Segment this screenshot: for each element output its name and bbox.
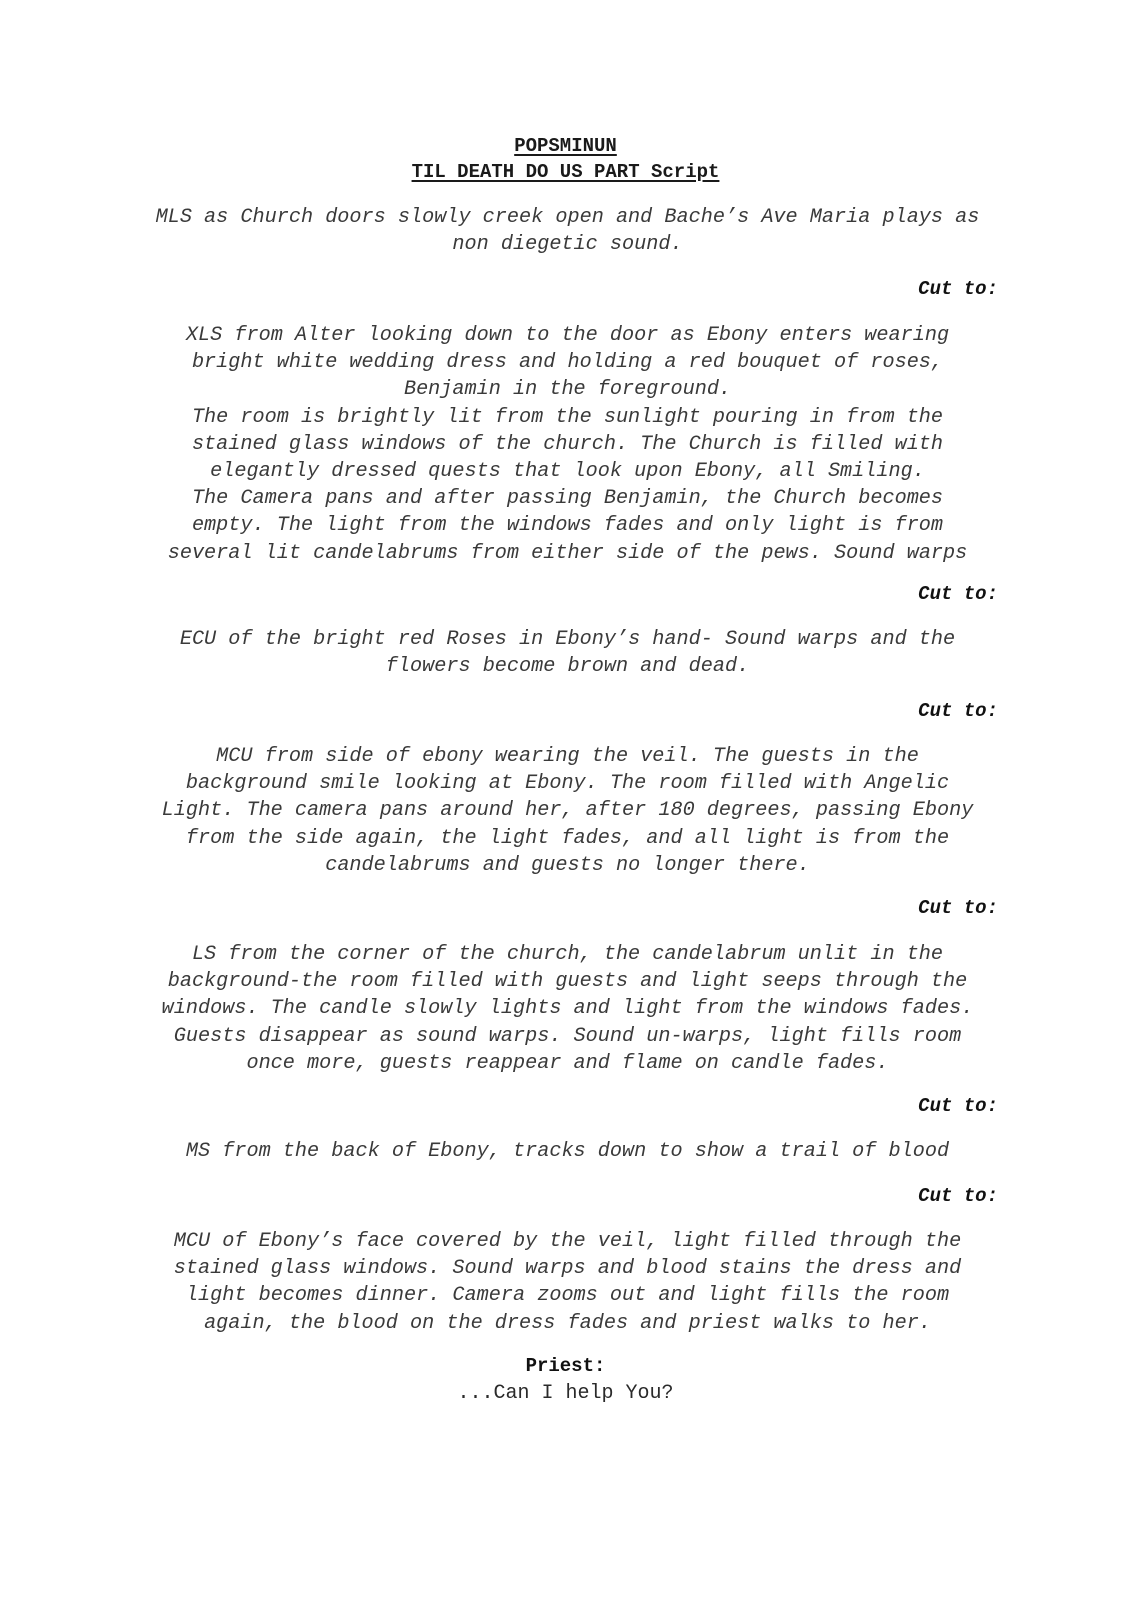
cut-to-label-1: Cut to: — [918, 278, 998, 300]
scene-line: non diegetic sound. — [452, 233, 683, 257]
scene-direction-2 — [140, 322, 995, 567]
cut-to-label-4: Cut to: — [918, 897, 998, 919]
scene-line: Benjamin in the foreground. — [403, 378, 732, 402]
scene-line: several lit candelabrums from either side of the pews. Sound warps — [167, 541, 968, 565]
cut-to-label-6: Cut to: — [918, 1185, 998, 1207]
scene-line: background smile looking at Ebony. The room filled with Angelic — [185, 772, 950, 796]
scene-direction-1 — [140, 204, 995, 258]
cut-to-label-2: Cut to: — [918, 583, 998, 605]
scene-line: MCU of Ebony’s face covered by the veil, light filled through the — [173, 1230, 962, 1253]
scene-direction-4 — [140, 743, 995, 879]
scene-line: empty. The light from the windows fades and only light is from — [191, 514, 944, 538]
scene-line: candelabrums and guests no longer there. — [325, 853, 810, 877]
scene-line: MCU from side of ebony wearing the veil. The guests in the — [216, 745, 919, 768]
scene-line: The room is brightly lit from the sunlight pouring in from the — [191, 405, 944, 429]
scene-line: MLS as Church doors slowly creek open and Bache’s Ave Maria plays as — [155, 206, 980, 229]
scene-line: MS from the back of Ebony, tracks down to show a trail of blood — [185, 1140, 950, 1163]
speaker-name: Priest: — [525, 1355, 606, 1377]
cut-to-label-3: Cut to: — [918, 700, 998, 722]
scene-line: The Camera pans and after passing Benjamin, the Church becomes — [191, 487, 944, 511]
scene-line: Light. The camera pans around her, after 180 degrees, passing Ebony — [161, 799, 974, 823]
scene-line: windows. The candle slowly lights and light from the windows fades. — [161, 997, 974, 1021]
scene-line: ECU of the bright red Roses in Ebony’s hand- Sound warps and the — [179, 628, 956, 651]
scene-line: background-the room filled with guests and light seeps through the — [167, 970, 968, 994]
scene-line: XLS from Alter looking down to the door as Ebony enters wearing — [185, 324, 950, 347]
scene-line: LS from the corner of the church, the candelabrum unlit in the — [191, 943, 944, 966]
scene-line: stained glass windows of the church. The Church is filled with — [191, 432, 944, 456]
scene-line: flowers become brown and dead. — [385, 655, 750, 679]
scene-line: light becomes dinner. Camera zooms out and light fills the room — [185, 1284, 950, 1308]
scene-line: stained glass windows. Sound warps and blood stains the dress and — [173, 1257, 962, 1281]
title-popsminun: POPSMINUN — [514, 135, 617, 157]
scene-line: elegantly dressed quests that look upon Ebony, all Smiling. — [210, 460, 925, 484]
scene-line: once more, guests reappear and flame on candle fades. — [246, 1051, 889, 1075]
scene-direction-5 — [140, 941, 995, 1077]
title-script-name: TIL DEATH DO US PART Script — [411, 161, 720, 183]
dialogue-line: ...Can I help You? — [457, 1382, 674, 1405]
scene-line: again, the blood on the dress fades and priest walks to her. — [204, 1311, 931, 1335]
scene-line: from the side again, the light fades, and all light is from the — [185, 826, 950, 850]
scene-line: bright white wedding dress and holding a red bouquet of roses, — [191, 351, 944, 375]
cut-to-label-5: Cut to: — [918, 1095, 998, 1117]
scene-direction-6 — [140, 1138, 995, 1165]
scene-direction-3 — [140, 626, 995, 680]
scene-line: Guests disappear as sound warps. Sound un-warps, light fills room — [173, 1024, 962, 1048]
scene-direction-7 — [140, 1228, 995, 1337]
